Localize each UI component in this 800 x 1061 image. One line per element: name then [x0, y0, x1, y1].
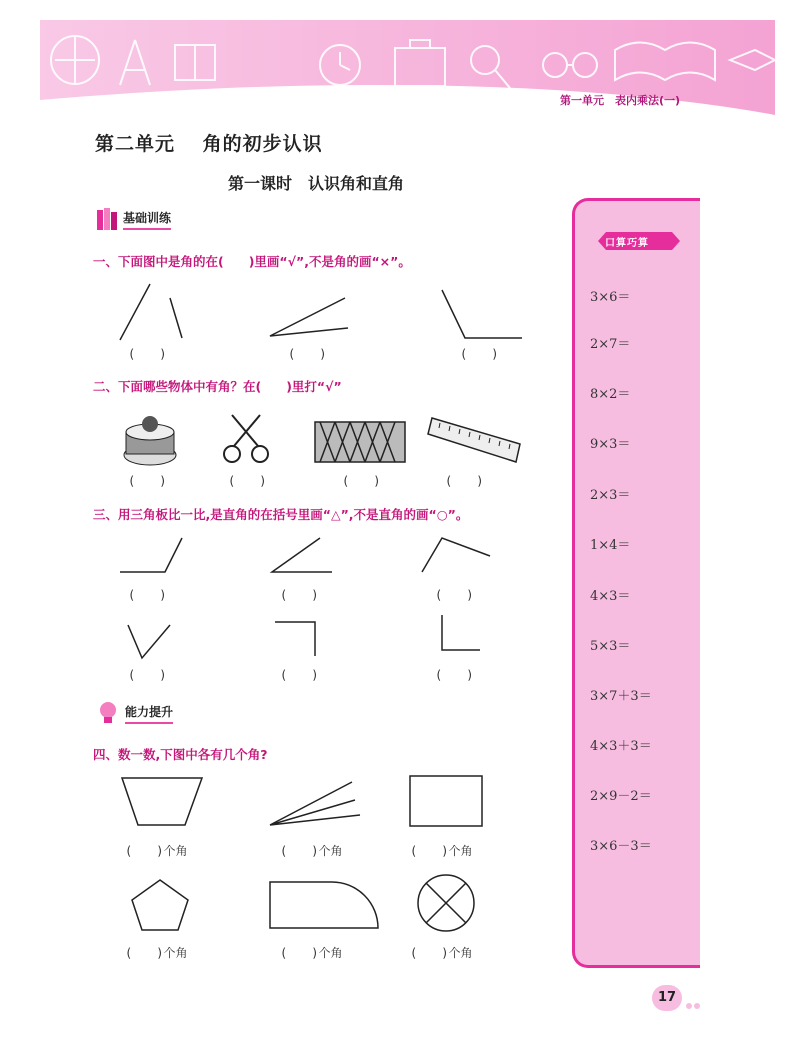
- oral-item: 2×9－2＝: [590, 789, 652, 804]
- q4-blank-3[interactable]: ( )个角: [410, 844, 473, 858]
- section-advanced-label: 能力提升: [125, 703, 173, 724]
- q2-blank-4[interactable]: ( ): [445, 474, 484, 488]
- quarter-rect-shape: [270, 882, 378, 928]
- angles-shape: [270, 782, 360, 825]
- section-basic-label: 基础训练: [123, 209, 171, 230]
- oral-item: 4×3＝: [590, 589, 631, 604]
- oral-item: 5×3＝: [590, 639, 631, 654]
- oral-item: 3×7＋3＝: [590, 689, 652, 704]
- question-1: 一、下面图中是角的在( )里画“√”,不是角的画“×”。: [93, 254, 411, 269]
- section-basic-badge: [95, 206, 171, 232]
- lightbulb-icon: [95, 700, 121, 726]
- q1-blank-2[interactable]: ( ): [288, 347, 327, 361]
- q2-objects: [120, 410, 530, 470]
- gate-icon: [315, 422, 405, 462]
- q3-figures: [110, 530, 540, 660]
- page-dots: [686, 994, 702, 1013]
- section-advanced-badge: [95, 700, 173, 726]
- oral-item: 2×3＝: [590, 488, 631, 503]
- q3-blank-1[interactable]: ( ): [128, 588, 167, 602]
- q2-blank-3[interactable]: ( ): [342, 474, 381, 488]
- q4-blank-2[interactable]: ( )个角: [280, 844, 343, 858]
- chapter-title: 第二单元 角的初步认识: [95, 133, 323, 155]
- q2-blank-2[interactable]: ( ): [228, 474, 267, 488]
- q1-figures: [110, 280, 540, 345]
- q3-blank-2[interactable]: ( ): [280, 588, 319, 602]
- rectangle-shape: [410, 776, 482, 826]
- oral-calc-badge-label: 口算巧算: [605, 238, 649, 249]
- q4-blank-1[interactable]: ( )个角: [125, 844, 188, 858]
- q3-blank-3[interactable]: ( ): [435, 588, 474, 602]
- q4-blank-4[interactable]: ( )个角: [125, 946, 188, 960]
- oral-item: 8×2＝: [590, 387, 631, 402]
- pentagon-shape: [132, 880, 188, 930]
- question-2: 二、下面哪些物体中有角？在( )里打“√”: [93, 379, 342, 394]
- book-stack-icon: [95, 206, 119, 232]
- q1-blank-3[interactable]: ( ): [460, 347, 499, 361]
- q2-blank-1[interactable]: ( ): [128, 474, 167, 488]
- q4-blank-5[interactable]: ( )个角: [280, 946, 343, 960]
- trapezoid-shape: [122, 778, 202, 825]
- lesson-title: 第一课时 认识角和直角: [228, 174, 405, 193]
- oral-item: 3×6－3＝: [590, 839, 652, 854]
- oral-item: 1×4＝: [590, 538, 631, 553]
- oral-item: 3×6＝: [590, 290, 631, 305]
- q4-blank-6[interactable]: ( )个角: [410, 946, 473, 960]
- unit-label: 第一单元 表内乘法(一): [560, 94, 681, 107]
- q3-blank-4[interactable]: ( ): [128, 668, 167, 682]
- oral-item: 2×7＝: [590, 337, 631, 352]
- scissors-icon: [224, 415, 268, 462]
- cake-icon: [124, 416, 176, 465]
- page-number: 17: [652, 985, 682, 1011]
- question-3: 三、用三角板比一比,是直角的在括号里画“△”,不是直角的画“○”。: [93, 507, 469, 522]
- circle-x-shape: [418, 875, 474, 931]
- ruler-icon: [428, 418, 520, 462]
- globe-icon: [51, 36, 99, 84]
- oral-item: 4×3＋3＝: [590, 739, 652, 754]
- oral-item: 9×3＝: [590, 437, 631, 452]
- q1-blank-1[interactable]: ( ): [128, 347, 167, 361]
- q3-blank-5[interactable]: ( ): [280, 668, 319, 682]
- question-4: 四、数一数,下图中各有几个角?: [93, 747, 268, 762]
- q3-blank-6[interactable]: ( ): [435, 668, 474, 682]
